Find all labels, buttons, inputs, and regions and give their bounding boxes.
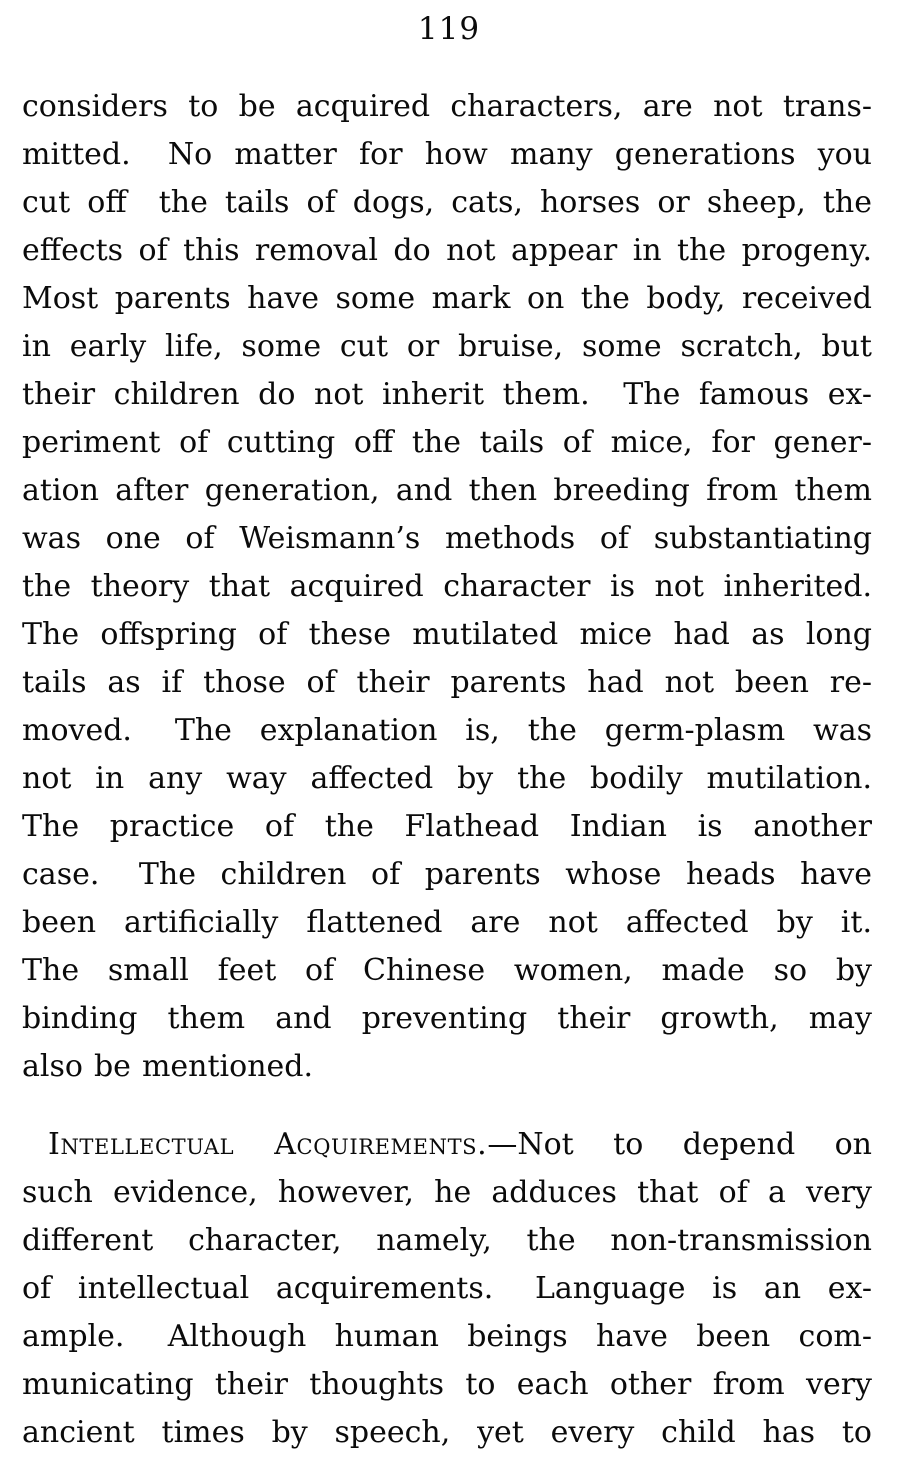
paragraph-lines (22, 1169, 872, 1457)
text-line: in early life, some cut or bruise, some scratch, but (22, 329, 872, 364)
paragraph-continuation (22, 83, 872, 1091)
section-heading-continuation: —Not to depend on (487, 1127, 872, 1162)
text-line: The offspring of these mutilated mice had as long (22, 617, 872, 652)
text-line: tails as if those of their parents had not been re- (22, 665, 872, 700)
section-heading: Intellectual Acquirements. (48, 1127, 488, 1162)
text-line: also be mentioned. (22, 1049, 314, 1084)
text-line: The small feet of Chinese women, made so by (22, 953, 872, 988)
text-line: was one of Weismann’s methods of substantiating (22, 521, 872, 556)
text-line: the theory that acquired character is not inherited. (22, 569, 872, 604)
text-line: cut off the tails of dogs, cats, horses or sheep, the (22, 185, 872, 220)
paragraph-intellectual-acquirements (22, 1121, 872, 1457)
paragraph-lines (22, 83, 872, 1043)
text-line: ation after generation, and then breeding from them (22, 473, 872, 508)
text-line: municating their thoughts to each other from very (22, 1367, 872, 1402)
text-line: Most parents have some mark on the body, received (22, 281, 872, 316)
page-number: 119 (417, 11, 481, 47)
text-line: moved. The explanation is, the germ-plasm was (22, 713, 872, 748)
text-line: effects of this removal do not appear in the progeny. (22, 233, 872, 268)
text-line: been artificially flattened are not affected by it. (22, 905, 872, 940)
page-text (22, 83, 872, 1457)
text-line: The practice of the Flathead Indian is another (22, 809, 872, 844)
text-line: considers to be acquired characters, are not trans- (22, 89, 872, 124)
page-header (0, 0, 898, 47)
text-line: different character, namely, the non-transmission (22, 1223, 872, 1258)
text-line: their children do not inherit them. The famous ex- (22, 377, 872, 412)
section-heading-line (22, 1121, 872, 1169)
text-line: not in any way affected by the bodily mutilation. (22, 761, 872, 796)
text-line: ancient times by speech, yet every child has to (22, 1415, 872, 1450)
text-line: such evidence, however, he adduces that of a very (22, 1175, 872, 1210)
text-line: mitted. No matter for how many generations you (22, 137, 872, 172)
text-line: of intellectual acquirements. Language is an ex- (22, 1271, 872, 1306)
text-line: periment of cutting off the tails of mice, for gener- (22, 425, 872, 460)
text-line: case. The children of parents whose heads have (22, 857, 872, 892)
text-line: ample. Although human beings have been com- (22, 1319, 872, 1354)
text-line: binding them and preventing their growth, may (22, 1001, 872, 1036)
